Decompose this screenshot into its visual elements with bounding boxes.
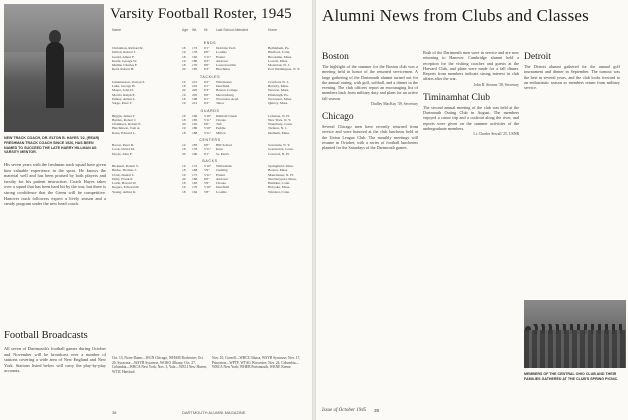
player-weight: 212 <box>192 101 198 106</box>
player-height: 6'0" <box>204 63 210 68</box>
player-name: Doyle, John F. <box>112 151 133 156</box>
player-name: Mayer, John D. <box>112 88 134 93</box>
player-school: Lawrenceville <box>216 63 237 68</box>
player-home: Greenwich, Conn. <box>268 147 294 152</box>
timinamhat-text: The second annual meeting of the club was held at the Dartmouth Outing Club in August. The members enjoyed a canoe trip and a cookout along the river, and reports were given on the summer activities of the undergraduate members. <box>423 104 519 131</box>
chicago-text: Several Chicago men have recently returned from service and were honored at the club luncheon held at the Union League Club. The monthly meetings will resume in October, with a series of football luncheons planned for the Saturdays of the Dartmouth games. <box>322 124 418 151</box>
broadcasts-text: All seven of Dartmouth's football games during October and November will be broadcast over a number of stations covering a wide area of New England and New York. Stations listed below will carry the play-by-play accounts. <box>4 346 106 374</box>
player-name: Christman, Richard R. <box>112 46 144 50</box>
player-name: Buttles, Robert J. <box>112 117 137 122</box>
player-home: Dedham, Mass. <box>268 130 290 135</box>
player-school: St. Paul's <box>216 151 229 156</box>
boston-signature: Dudley MacKay '39, Secretary <box>371 102 418 107</box>
player-weight: 168 <box>192 168 198 173</box>
player-school: Cushing <box>216 168 228 173</box>
player-name: Lavin, Harold W. <box>112 181 137 186</box>
player-height: 5'11" <box>204 117 212 122</box>
player-weight: 220 <box>192 88 198 93</box>
detroit-text: The Detroit alumni gathered for the annual golf tournament and dinner in September. The turnout was the best in several years, and the club looks forward to an enthusiastic season as members return from military service. <box>524 64 620 91</box>
player-age: 18 <box>182 63 186 68</box>
player-name: Gould, Albert F. <box>112 54 135 59</box>
radio-schedule-col-1: Oct. 13, Notre Dame—WGN Chicago, WHAM Rochester; Oct. 20, Syracuse—WSYR Syracuse, WOKO Albany; Oct. 27, Columbia—WRCA New York; Nov. 3, Yale—WELI New Haven, WTIC Hartford. <box>112 356 207 374</box>
player-school: Boston College <box>216 88 238 93</box>
player-home: Beverly, Mass. <box>268 84 289 89</box>
chicago-heading: Chicago <box>322 112 354 123</box>
player-home: New York, N. Y. <box>268 117 292 122</box>
player-home: Pittsburgh, Pa. <box>268 92 289 97</box>
player-name: Keefe, George W. <box>112 58 138 63</box>
position-heading: BACKS <box>202 158 218 163</box>
player-name: Young, Arthur K. <box>112 189 137 194</box>
right-column-2 <box>423 50 519 136</box>
player-weight: 165 <box>192 54 198 59</box>
player-height: 5'10" <box>204 163 212 168</box>
player-school: Choate <box>216 181 226 186</box>
player-height: 6'2" <box>204 58 210 63</box>
player-name: Sarge, Peter T. <box>112 101 133 106</box>
broadcasts-heading: Football Broadcasts <box>4 330 88 341</box>
player-age: 20 <box>182 67 186 72</box>
player-name: Clark, Daniel C. <box>112 172 135 177</box>
player-age: 19 <box>182 126 186 131</box>
page-number-right: 39 <box>374 408 380 413</box>
roster-group-centers <box>112 138 308 156</box>
player-name: Burke, Thomas J. <box>112 168 137 173</box>
player-school: Exeter <box>216 54 226 59</box>
player-height: 6'3" <box>204 88 210 93</box>
player-age: 19 <box>182 113 186 118</box>
header-height: Ht. <box>204 28 209 32</box>
player-school: Loomis <box>216 50 227 55</box>
player-age: 20 <box>182 88 186 93</box>
player-home: Hamden, Conn. <box>268 181 291 186</box>
player-height: 5'9" <box>204 168 210 173</box>
player-name: Daily, Frank P. <box>112 176 133 181</box>
player-school: Kent <box>216 147 223 152</box>
player-weight: 192 <box>192 122 198 127</box>
player-height: 5'11" <box>204 147 212 152</box>
player-school: Wilbraham <box>216 163 232 168</box>
roster-group-tackles <box>112 75 308 106</box>
player-age: 18 <box>182 54 186 59</box>
player-age: 20 <box>182 122 186 127</box>
player-age: 19 <box>182 50 186 55</box>
timinamhat-heading: Timinamhat Club <box>423 92 490 103</box>
player-home: Bethlehem, Pa. <box>268 46 290 50</box>
player-home: Trenton, N. J. <box>268 126 288 131</box>
player-school: Winchester <box>216 79 232 84</box>
player-height: 6'1" <box>204 84 210 89</box>
player-home: Newburyport, Mass. <box>268 176 297 181</box>
roster-table <box>112 40 308 197</box>
player-weight: 190 <box>192 151 198 156</box>
player-home: Waterbury, Conn. <box>268 122 293 127</box>
player-school: Deerfield <box>216 84 230 89</box>
player-name: Morris, Ralph E. <box>112 92 136 97</box>
player-name: Johannesson, Vernon S. <box>112 79 146 84</box>
player-school: Taft <box>216 122 222 127</box>
position-heading: CENTERS <box>199 138 221 143</box>
roster-title: Varsity Football Roster, 1945 <box>110 6 292 22</box>
player-age: 18 <box>182 168 186 173</box>
right-page <box>316 0 628 420</box>
player-school: Andover <box>216 176 229 181</box>
player-home: Montclair, N. J. <box>268 63 290 68</box>
player-home: Port Washington, N. Y. <box>268 67 301 72</box>
player-age: 18 <box>182 189 186 194</box>
player-age: 19 <box>182 163 186 168</box>
player-home: Brookline, Mass. <box>268 54 293 59</box>
player-height: 6'0" <box>204 50 210 55</box>
player-name: Hutchinson, Tom A. <box>112 126 141 131</box>
player-weight: 170 <box>192 185 198 190</box>
right-page-footer <box>322 408 622 416</box>
alumni-news-title: Alumni News from Clubs and Classes <box>322 6 589 25</box>
player-height: 6'0" <box>204 143 210 148</box>
player-school: Worcester Acad. <box>216 96 240 101</box>
right-column-1 <box>322 50 418 151</box>
player-weight: 165 <box>192 181 198 186</box>
header-age: Age <box>182 28 189 32</box>
player-school: Hotchkiss <box>216 67 230 72</box>
player-home: Lebanon, N. H. <box>268 113 290 118</box>
header-name: Name <box>112 28 122 32</box>
player-school: Exeter <box>216 172 226 177</box>
player-name: Biggin, James T. <box>112 113 136 118</box>
roster-row <box>112 152 308 156</box>
boston-heading: Boston <box>322 52 349 62</box>
player-name: Chambers, Robert E. <box>112 122 142 127</box>
player-age: 18 <box>182 96 186 101</box>
player-age: 19 <box>182 101 186 106</box>
player-height: 5'9" <box>204 181 210 186</box>
player-school: Deerfield <box>216 185 230 190</box>
player-weight: 210 <box>192 84 198 89</box>
player-name: Pelkey, Arthur L. <box>112 96 137 101</box>
player-age: 18 <box>182 117 186 122</box>
player-weight: 172 <box>192 163 198 168</box>
header-home: Home <box>268 28 278 32</box>
player-name: Dalton, Robert J. <box>112 50 136 55</box>
player-weight: 198 <box>192 96 198 101</box>
player-weight: 180 <box>192 58 198 63</box>
player-height: 5'10" <box>204 185 212 190</box>
player-height: 6'0" <box>204 176 210 181</box>
player-name: Reid, Robert H. <box>112 67 135 72</box>
player-school: Loomis <box>216 189 227 194</box>
player-home: Worcester, Mass. <box>268 96 292 101</box>
roster-group-ends <box>112 41 308 72</box>
player-school: Hill School <box>216 143 233 148</box>
position-heading: ENDS <box>203 41 217 45</box>
player-height: 5'11" <box>204 130 212 135</box>
player-weight: 162 <box>192 189 198 194</box>
player-age: 19 <box>182 92 186 97</box>
player-home: Hartford, Conn. <box>268 50 291 55</box>
player-home: Lowell, Mass. <box>268 58 288 63</box>
position-heading: GUARDS <box>200 108 220 113</box>
player-home: Newton, Mass. <box>268 88 290 93</box>
issue-date: Issue of October 1945 <box>322 408 367 413</box>
player-weight: 185 <box>192 67 198 72</box>
roster-row <box>112 190 308 194</box>
roster-row <box>112 101 308 105</box>
player-school: Kimball Union <box>216 113 238 118</box>
player-age: 19 <box>182 143 186 148</box>
player-age: 20 <box>182 151 186 156</box>
player-home: Windsor, Conn. <box>268 189 290 194</box>
player-age: 19 <box>182 58 186 63</box>
column-2-text: Both of the Dartmouth men were in service and are now returning to Hanover. Cambridge alumni held a reception for the visiting coaches and guests at the Harvard Club, and plans were made for a fall dinner. Reports from members indicate strong interest in club affairs after the war. <box>423 50 519 82</box>
player-school: Andover <box>216 58 229 63</box>
player-age: 18 <box>182 181 186 186</box>
player-height: 6'1" <box>204 46 210 50</box>
position-heading: TACKLES <box>199 74 221 79</box>
roster-column-headers <box>112 28 308 38</box>
player-height: 5'10" <box>204 113 212 118</box>
player-name: Luke, George H. <box>112 84 136 89</box>
player-weight: 205 <box>192 92 198 97</box>
player-height: 6'2" <box>204 79 210 84</box>
player-age: 20 <box>182 176 186 181</box>
player-height: 6'3" <box>204 67 210 72</box>
timinamhat-signature: Lt. Charles Sewall '25, USNR <box>473 132 519 137</box>
player-height: 6'1" <box>204 151 210 156</box>
player-age: 18 <box>182 130 186 135</box>
player-height: 5'8" <box>204 189 210 194</box>
track-photo-caption: NEW TRACK COACH, DR. ELTON B. HAYES '22, (REAR) FRESHMAN TRACK COACH SINCE 1926, HAS BEEN NAMED TO SUCCEED THE LATE HARRY HILLMAN AS VARSITY MENTOR. <box>4 136 100 155</box>
player-home: Springfield, Mass. <box>268 163 294 168</box>
player-school: Mercersburg <box>216 92 234 97</box>
player-weight: 180 <box>192 126 198 131</box>
player-name: Bacon, Peter R. <box>112 143 134 148</box>
player-name: Mullin, Charles F. <box>112 63 138 68</box>
player-name: Cook, David M. <box>112 147 135 152</box>
player-weight: 190 <box>192 113 198 118</box>
magazine-name: DARTMOUTH ALUMNI MAGAZINE <box>182 410 246 415</box>
player-home: Quincy, Mass. <box>268 101 289 106</box>
player-age: 18 <box>182 147 186 152</box>
roster-group-guards <box>112 109 308 135</box>
player-name: Kane, Edward L. <box>112 130 136 135</box>
player-weight: 188 <box>192 130 198 135</box>
track-coach-photo <box>4 4 104 132</box>
player-home: Cranford, N. J. <box>268 79 289 84</box>
left-page <box>0 0 312 420</box>
header-weight: Wt. <box>192 28 198 32</box>
column-2-signature: John B. Stearns '38, Secretary <box>473 82 519 87</box>
player-school: Milton <box>216 130 226 135</box>
player-height: 6'2" <box>204 101 210 106</box>
player-weight: 180 <box>192 176 198 181</box>
roster-group-backs <box>112 159 308 194</box>
player-home: Manchester, N. H. <box>268 172 294 177</box>
player-home: Holyoke, Mass. <box>268 185 291 190</box>
player-weight: 185 <box>192 143 198 148</box>
player-home: Boston, Mass. <box>268 168 288 173</box>
player-home: Scarsdale, N. Y. <box>268 143 291 148</box>
radio-schedule-col-2: Nov. 10, Cornell—WHCU Ithaca, WSYR Syracuse; Nov. 17, Princeton—WPTF, WTAG Worcester; Nov. 24, Columbia—WRCA New York; WHEB Portsmouth, WKNE Keene. <box>212 356 301 370</box>
club-picnic-photo <box>524 300 626 368</box>
player-school: Tabor <box>216 101 225 106</box>
player-name: Rogers, Edward M. <box>112 185 140 190</box>
club-photo-caption: MEMBERS OF THE CENTRAL OHIO CLUB AND THEIR FAMILIES GATHERED AT THE CLUB'S SPRING PICNIC. <box>524 372 619 381</box>
roster-row <box>112 131 308 135</box>
player-weight: 175 <box>192 172 198 177</box>
detroit-heading: Detroit <box>524 52 551 62</box>
player-school: Peddie <box>216 126 226 131</box>
player-age: 19 <box>182 185 186 190</box>
player-age: 18 <box>182 84 186 89</box>
player-height: 6'0" <box>204 122 210 127</box>
player-weight: 172 <box>192 46 198 50</box>
track-article-text: His seven years with the freshman track squad have given him valuable experience in the sport. He knows the material well and has been praised by both players and faculty for his patient instruction. Coach Hayes takes over a squad that has been hard hit by the war, but there is strong confidence that the Green will be competitive. Hanover track followers expect a lively season and a steady program under the new head coach. <box>4 162 106 207</box>
right-column-3 <box>524 50 620 90</box>
player-weight: 178 <box>192 147 198 152</box>
player-height: 5'11" <box>204 54 212 59</box>
player-age: 18 <box>182 46 186 50</box>
player-name: Bicknell, Robert S. <box>112 163 139 168</box>
player-weight: 215 <box>192 79 198 84</box>
header-school: Last School Attended <box>216 28 249 32</box>
player-age: 19 <box>182 172 186 177</box>
player-weight: 178 <box>192 50 198 55</box>
player-weight: 185 <box>192 117 198 122</box>
player-height: 6'0" <box>204 92 210 97</box>
player-home: Concord, N. H. <box>268 151 290 156</box>
player-school: Choate <box>216 117 226 122</box>
boston-text: The highlight of the summer for the Boston club was a meeting held in honor of the returned servicemen. A large gathering of the Dartmouth alumni turned out for the annual outing, with golf, softball, and a dinner in the evening. The club officers report an encouraging list of members back from military duty and plans for an active fall season. <box>322 64 418 101</box>
roster-row <box>112 67 308 71</box>
player-weight: 170 <box>192 63 198 68</box>
player-height: 5'10" <box>204 126 212 131</box>
player-school: Dobbins Tech <box>216 46 236 50</box>
player-height: 5'11" <box>204 172 212 177</box>
player-height: 6'1" <box>204 96 210 101</box>
page-number-left: 38 <box>112 410 117 415</box>
player-age: 19 <box>182 79 186 84</box>
